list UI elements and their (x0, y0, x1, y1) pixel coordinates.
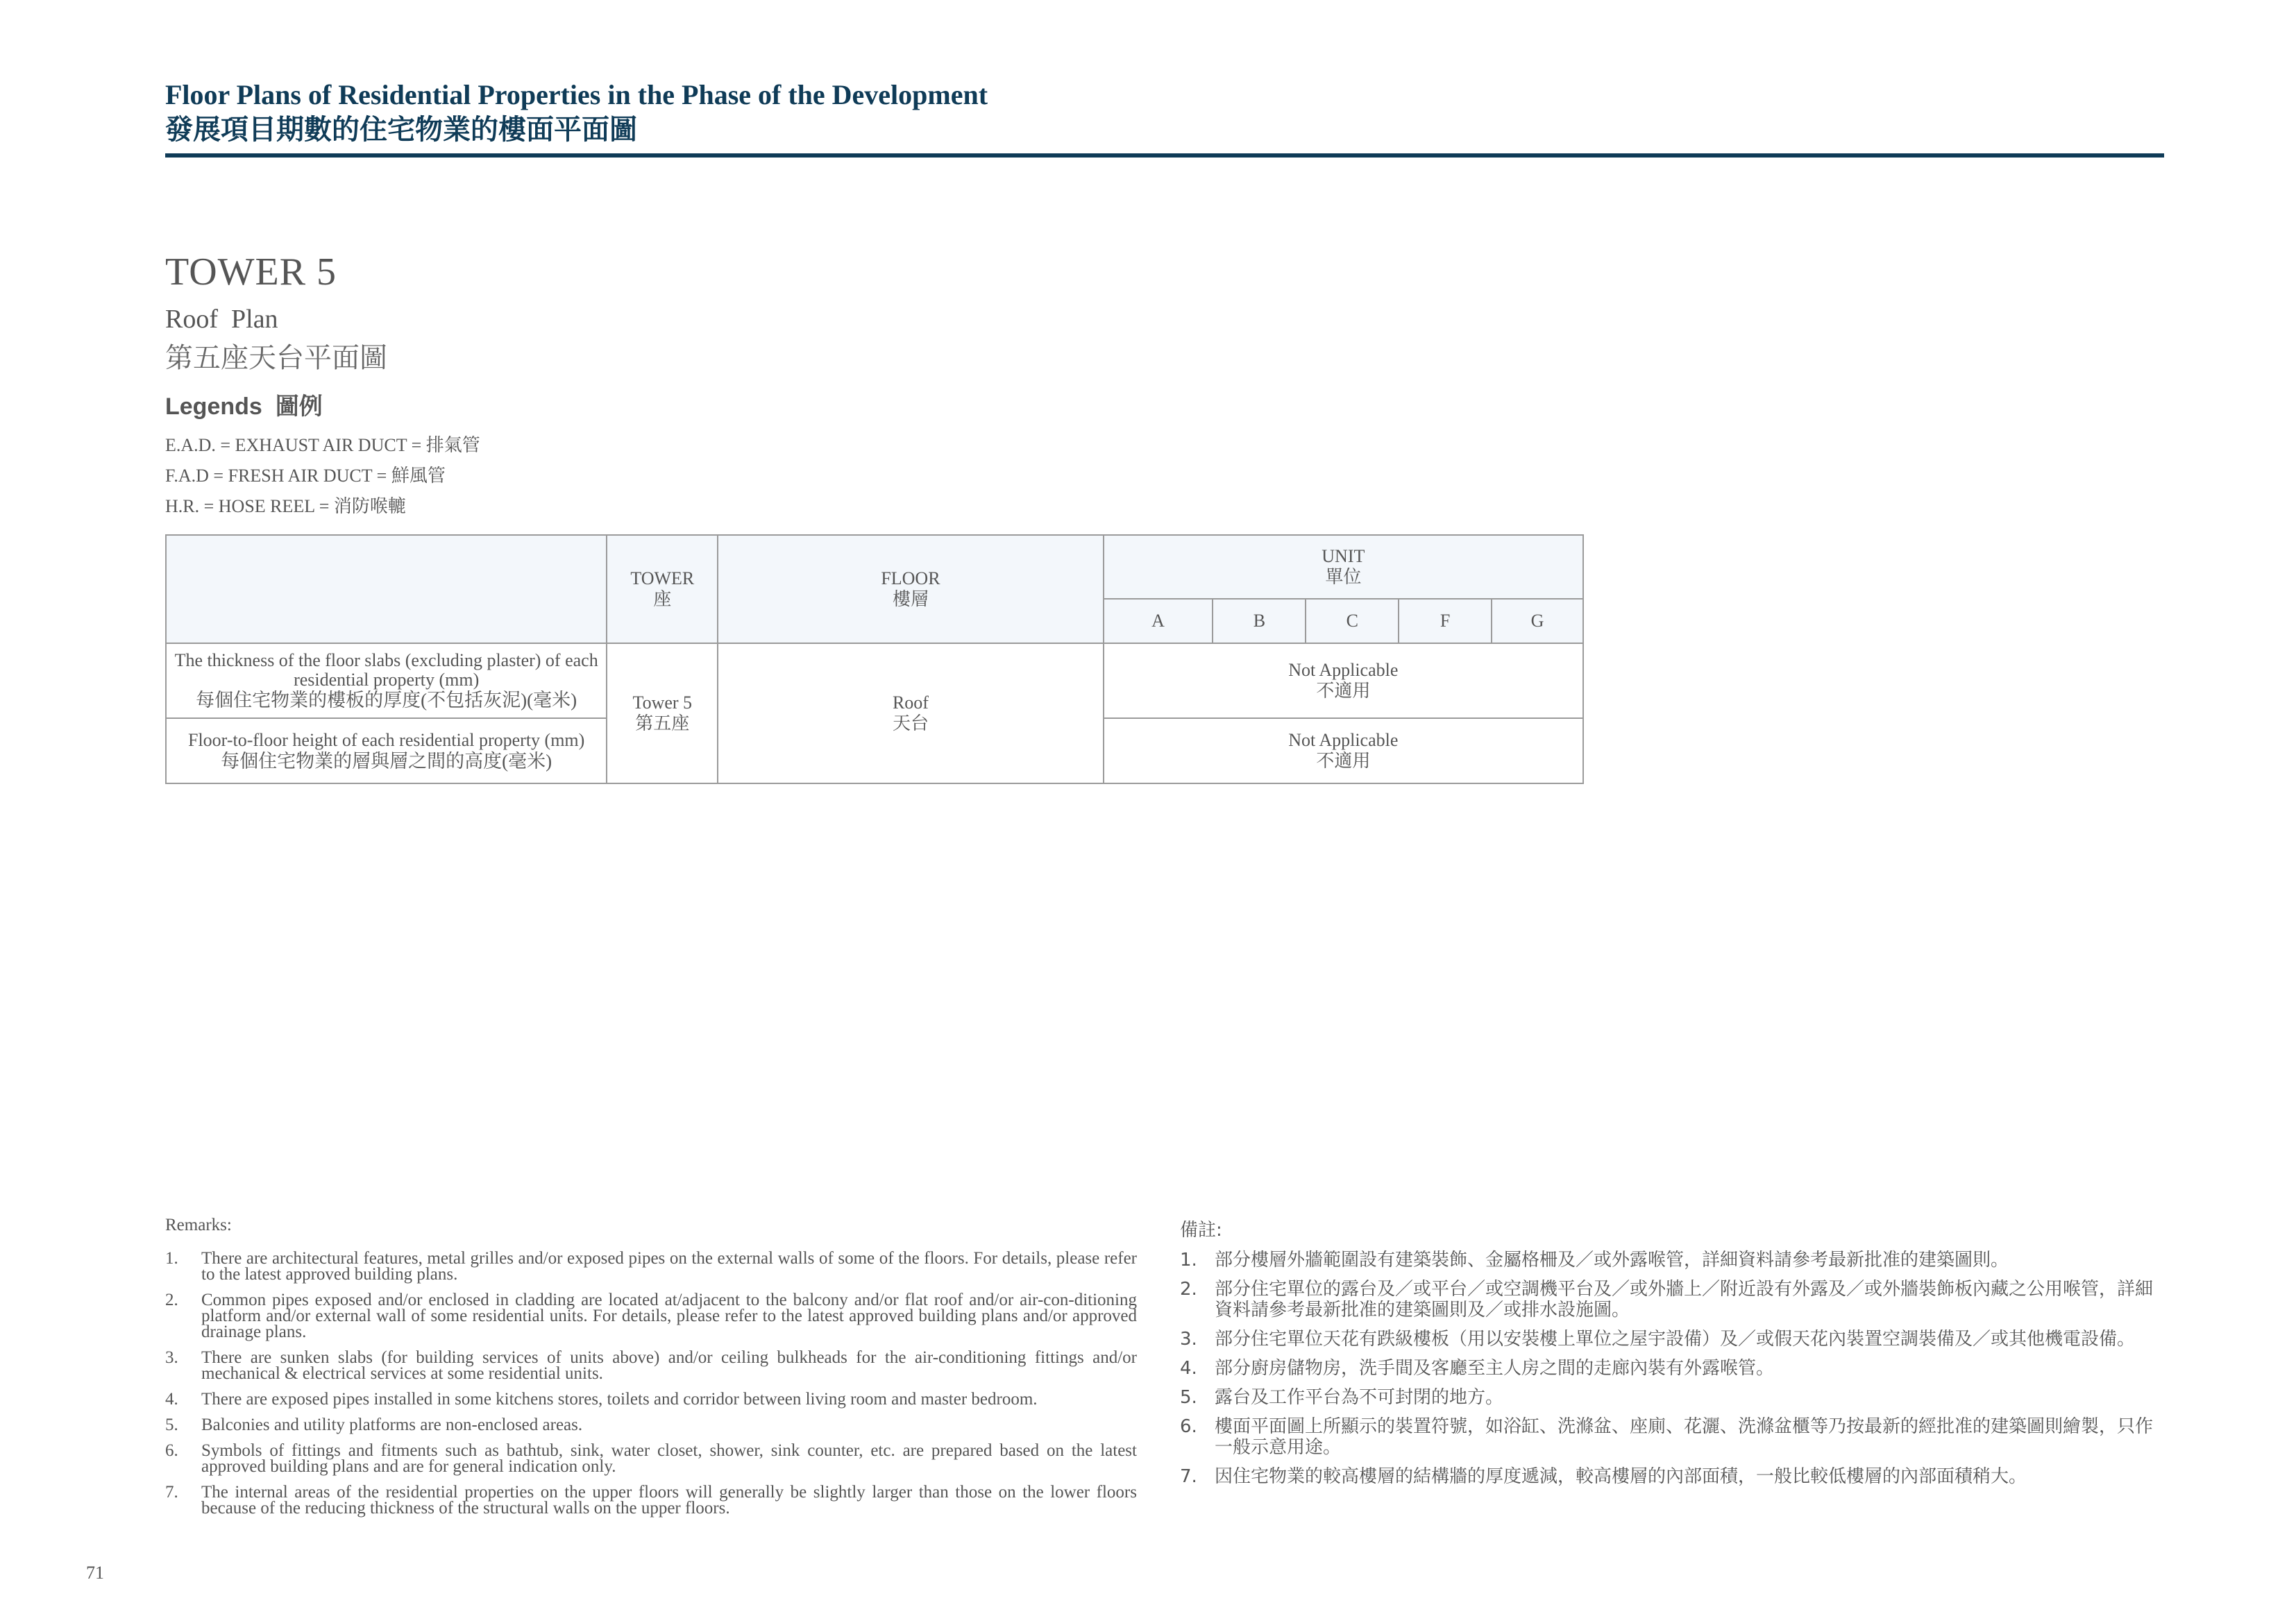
unit-col-a: A (1104, 599, 1213, 643)
remark-text: Balconies and utility platforms are non-enclosed areas. (201, 1416, 583, 1434)
page-header (165, 78, 2164, 147)
tower-title: TOWER 5 (165, 250, 337, 294)
remark-number: 2. (165, 1291, 178, 1309)
remarks-title-zh: 備註: (1180, 1220, 1222, 1241)
slab-thickness-value-zh: 不適用 (1316, 681, 1371, 701)
row-floor-height-label (166, 718, 607, 783)
remark-number: 5. (1180, 1387, 1197, 1408)
page-number: 71 (86, 1563, 104, 1583)
remark-number: 7. (165, 1483, 178, 1502)
remark-number: 4. (1180, 1358, 1197, 1379)
remark-text: 露台及工作平台為不可封閉的地方。 (1215, 1387, 1504, 1408)
unit-header (1104, 535, 1583, 599)
header-divider (165, 153, 2164, 158)
floor-header-zh: 樓層 (892, 589, 929, 609)
remark-text: The internal areas of the residential properties on the upper floors will generally be slightly larger than those on the lower floors because of the reducing thickness of the structural walls on the upper floors. (201, 1483, 1137, 1518)
row-floor-height-en: Floor-to-floor height of each residential property (mm) (188, 730, 585, 750)
row-slab-thickness-label (166, 643, 607, 718)
list-item (1180, 1250, 2166, 1271)
floor-header-en: FLOOR (881, 568, 940, 588)
remark-text: There are architectural features, metal grilles and/or exposed pipes on the external walls of some of the floors. For details, please refer to the latest approved building plans. (201, 1249, 1137, 1284)
list-item (165, 1484, 1137, 1516)
unit-col-b: B (1213, 599, 1306, 643)
table-corner-cell (166, 535, 607, 643)
tower-cell-en: Tower 5 (632, 692, 693, 713)
header-title-zh: 發展項目期數的住宅物業的樓面平面圖 (165, 114, 637, 145)
remark-text: 部分樓層外牆範圍設有建築裝飾、金屬格柵及／或外露喉管，詳細資料請參考最新批准的建築圖則。 (1215, 1250, 2009, 1271)
unit-col-f: F (1399, 599, 1492, 643)
remark-number: 3. (1180, 1329, 1197, 1350)
row-slab-thickness-zh: 每個住宅物業的樓板的厚度(不包括灰泥)(毫米) (196, 690, 577, 711)
remark-text: 部分廚房儲物房，洗手間及客廳至主人房之間的走廊內裝有外露喉管。 (1215, 1358, 1775, 1379)
list-item (1180, 1279, 2166, 1320)
remark-text: 部分住宅單位天花有跌級樓板（用以安裝樓上單位之屋宇設備）及／或假天花內裝置空調裝備及／或其他機電設備。 (1215, 1329, 2136, 1350)
remark-text: 部分住宅單位的露台及／或平台／或空調機平台及／或外牆上／附近設有外露及／或外牆裝飾板內藏之公用喉管，詳細資料請參考最新批准的建築圖則及／或排水設施圖。 (1215, 1279, 2154, 1320)
legends-list (165, 430, 480, 522)
unit-col-c: C (1306, 599, 1399, 643)
floor-cell-en: Roof (892, 692, 929, 713)
list-item (165, 1292, 1137, 1340)
list-item (1180, 1387, 2166, 1408)
remarks-list-en (165, 1250, 1137, 1516)
legend-item-hr: H.R. = HOSE REEL = 消防喉轆 (165, 496, 406, 516)
floor-header (718, 535, 1103, 643)
remarks-title-en: Remarks: (165, 1216, 232, 1234)
list-item (1180, 1416, 2166, 1458)
legends-title: Legends 圖例 (165, 393, 323, 420)
list-item (165, 1350, 1137, 1382)
legend-item-ead: E.A.D. = EXHAUST AIR DUCT = 排氣管 (165, 435, 480, 455)
list-item (165, 1417, 1137, 1433)
remark-number: 6. (1180, 1416, 1197, 1437)
header-title-en: Floor Plans of Residential Properties in the Phase of the Development (165, 79, 988, 110)
list-item (165, 1443, 1137, 1475)
row-floor-height-zh: 每個住宅物業的層與層之間的高度(毫米) (221, 751, 552, 772)
remark-number: 3. (165, 1348, 178, 1367)
plan-title-en: Roof Plan (165, 305, 278, 334)
remarks-chinese (1180, 1216, 2166, 1495)
tower-header-zh: 座 (653, 589, 672, 609)
floor-height-value (1104, 718, 1583, 783)
unit-header-zh: 單位 (1325, 567, 1362, 587)
list-item (165, 1250, 1137, 1282)
remark-number: 2. (1180, 1279, 1197, 1300)
remark-text: Common pipes exposed and/or enclosed in cladding are located at/adjacent to the balcony and/or flat roof and/or air-con-ditioning platform and/or external wall of some residential units. For details, please refer to the latest approved building plans and/or approved drainage plans. (201, 1291, 1137, 1341)
floor-cell (718, 643, 1103, 783)
legend-item-fad: F.A.D = FRESH AIR DUCT = 鮮風管 (165, 466, 446, 486)
remark-number: 7. (1180, 1466, 1197, 1487)
remark-text: There are sunken slabs (for building services of units above) and/or ceiling bulkheads for the air-conditioning fittings and/or mechanical & electrical services at some residential units. (201, 1348, 1137, 1383)
remark-text: 樓面平面圖上所顯示的裝置符號，如浴缸、洗滌盆、座廁、花灑、洗滌盆櫃等乃按最新的經批准的建築圖則繪製，只作一般示意用途。 (1215, 1416, 2154, 1458)
remarks-list-zh (1180, 1250, 2166, 1487)
unit-col-g: G (1492, 599, 1583, 643)
tower-cell-zh: 第五座 (635, 713, 690, 733)
list-item (165, 1391, 1137, 1407)
remark-text: There are exposed pipes installed in some kitchens stores, toilets and corridor between living room and master bedroom. (201, 1390, 1038, 1409)
list-item (1180, 1466, 2166, 1487)
list-item (1180, 1329, 2166, 1350)
row-slab-thickness-en: The thickness of the floor slabs (excluding plaster) of each residential property (mm) (174, 650, 598, 690)
remark-number: 1. (165, 1249, 178, 1268)
floor-spec-table (165, 534, 1584, 784)
remarks-english (165, 1216, 1137, 1526)
slab-thickness-value-en: Not Applicable (1288, 660, 1399, 680)
tower-header-en: TOWER (630, 568, 695, 588)
list-item (1180, 1358, 2166, 1379)
tower-header (607, 535, 718, 643)
floor-height-value-zh: 不適用 (1316, 751, 1371, 771)
remark-number: 1. (1180, 1250, 1197, 1271)
unit-header-en: UNIT (1322, 546, 1365, 566)
remark-text: Symbols of fittings and fitments such as bathtub, sink, water closet, shower, sink counter, etc. are prepared based on the latest approved building plans and are for general indication only. (201, 1441, 1137, 1476)
remark-number: 6. (165, 1441, 178, 1460)
remark-text: 因住宅物業的較高樓層的結構牆的厚度遞減，較高樓層的內部面積，一般比較低樓層的內部面積稍大。 (1215, 1466, 2027, 1487)
remark-number: 5. (165, 1416, 178, 1434)
floor-height-value-en: Not Applicable (1288, 730, 1399, 750)
floor-cell-zh: 天台 (892, 713, 929, 733)
plan-title-zh: 第五座天台平面圖 (165, 342, 387, 374)
tower-cell (607, 643, 718, 783)
remark-number: 4. (165, 1390, 178, 1409)
slab-thickness-value (1104, 643, 1583, 718)
